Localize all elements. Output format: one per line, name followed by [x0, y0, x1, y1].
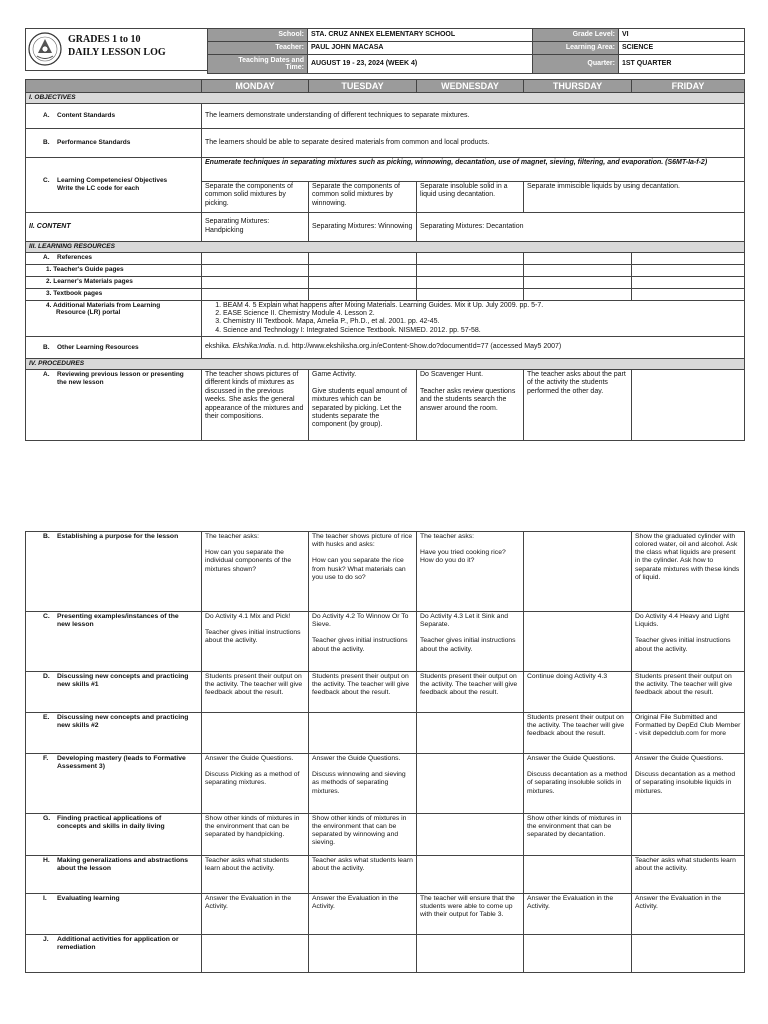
grade-label: Grade Level: [533, 29, 619, 42]
dates-value: AUGUST 19 - 23, 2024 (WEEK 4) [308, 55, 533, 74]
proc-f-letter: F. [43, 755, 49, 762]
references-label-text: References [57, 253, 93, 261]
proc-e-label-line-2: new skills #2 [57, 722, 99, 730]
other-resources-suffix: . n.d. http://www.ekshiksha.org.in/eContent-Show.do?documentId=77 (accessed May5 2007) [274, 343, 562, 351]
proc-f-tuesday-line-2: Discuss winnowing and sieving as methods of separating mixtures. [312, 771, 406, 795]
proc-e-friday: Original File Submitted and Formatted by DepEd Club Member - visit depedclub.com for more [632, 713, 745, 754]
proc-i-monday: Answer the Evaluation in the Activity. [202, 894, 309, 935]
content-standards-letter: A. [43, 111, 50, 119]
corner-cell [26, 80, 202, 93]
lc-letter: C. [43, 177, 50, 184]
proc-g-label-line-1: Finding practical applications of [57, 815, 162, 822]
proc-b-wednesday-line-1: The teacher asks: [420, 533, 475, 540]
proc-c-wednesday-line-1: Do Activity 4.3 Let it Sink and Separate. [420, 613, 509, 629]
quarter-label: Quarter: [533, 55, 619, 74]
school-value: STA. CRUZ ANNEX ELEMENTARY SCHOOL [308, 29, 533, 42]
proc-f-thursday-line-2: Discuss decantation as a method of separating insoluble solids in mixtures. [527, 771, 628, 795]
proc-d-thursday: Continue doing Activity 4.3 [524, 672, 632, 713]
teacher-label: Teacher: [208, 42, 308, 55]
section-learning-resources: III. LEARNING RESOURCES [26, 241, 745, 252]
proc-b-tuesday-line-2: How can you separate the rice from husk? What materials can you use to do so? [312, 557, 406, 581]
proc-e-label [26, 713, 202, 754]
proc-b-friday: Show the graduated cylinder with colored water, oil and alcohol. Ask the class what liquids are present in the cylinder. Ask how to separate mixtures with these kinds of liquid. [632, 532, 745, 612]
additional-materials-label [26, 300, 202, 337]
proc-b-monday-line-1: The teacher asks: [205, 533, 260, 540]
proc-d-monday: Students present their output on the activity. The teacher will give feedback about the result. [202, 672, 309, 713]
proc-g-label-line-2: concepts and skills in daily living [57, 823, 165, 831]
proc-c-label-line-1: Presenting examples/instances of the [57, 613, 179, 620]
day-wednesday: WEDNESDAY [417, 80, 524, 93]
references-letter: A. [43, 253, 50, 261]
proc-j-wednesday [417, 935, 524, 973]
proc-a-label [26, 369, 202, 440]
proc-c-friday-line-2: Teacher gives initial instructions about the activity. [635, 637, 731, 653]
textbook-label: 3. Textbook pages [26, 288, 202, 300]
proc-b-wednesday [417, 532, 524, 612]
other-resources-value [202, 337, 745, 359]
content-standards-label-text: Content Standards [57, 111, 116, 119]
list-item: 2. EASE Science II. Chemistry Module 4. Lesson 2. [223, 310, 741, 318]
lc-thursday: Separate immiscible liquids by using decantation. [524, 181, 745, 212]
lc-tuesday: Separate the components of common solid mixtures by winnowing. [309, 181, 417, 212]
other-resources-prefix: ekshika. [205, 343, 233, 351]
performance-standards-label-text: Performance Standards [57, 138, 131, 146]
proc-e-letter: E. [43, 714, 50, 721]
performance-standards-value: The learners should be able to separate desired materials from common and local products. [202, 128, 745, 157]
proc-f-friday-line-1: Answer the Guide Questions. [635, 755, 724, 762]
section-objectives: I. OBJECTIVES [26, 93, 745, 104]
proc-d-label [26, 672, 202, 713]
proc-a-wednesday [417, 369, 524, 440]
proc-f-friday-line-2: Discuss decantation as a method of separating insoluble liquids in mixtures. [635, 771, 736, 795]
school-label: School: [208, 29, 308, 42]
proc-c-monday [202, 612, 309, 672]
proc-a-label-line-1: Reviewing previous lesson or presenting [57, 370, 184, 378]
proc-j-letter: J. [43, 936, 49, 943]
proc-e-wednesday [417, 713, 524, 754]
content-wednesday: Separating Mixtures: Decantation [417, 212, 745, 241]
proc-g-friday [632, 814, 745, 856]
proc-d-wednesday: Students present their output on the activity. The teacher will give feedback about the result. [417, 672, 524, 713]
proc-c-label [26, 612, 202, 672]
proc-e-label-line-1: Discussing new concepts and practicing [57, 714, 189, 721]
proc-b-label-text: Establishing a purpose for the lesson [57, 533, 179, 540]
proc-c-tuesday-line-2: Teacher gives initial instructions about the activity. [312, 637, 408, 653]
list-item: 3. Chemistry III Textbook. Mapa, Amelia P., Ph.D., et al. 2001. pp. 42-45. [223, 318, 741, 326]
proc-i-letter: I. [43, 895, 47, 902]
proc-c-wednesday-line-2: Teacher gives initial instructions about the activity. [420, 637, 516, 653]
lc-label-line-2: Write the LC code for each [57, 184, 140, 192]
proc-b-monday [202, 532, 309, 612]
proc-h-wednesday [417, 856, 524, 894]
lc-monday: Separate the components of common solid mixtures by picking. [202, 181, 309, 212]
proc-e-monday [202, 713, 309, 754]
proc-e-thursday: Students present their output on the activity. The teacher will give feedback about the result. [524, 713, 632, 754]
proc-j-label-line-1: Additional activities for application or [57, 936, 179, 943]
proc-f-label-line-1: Developing mastery (leads to Formative [57, 755, 186, 762]
proc-h-friday: Teacher asks what students learn about the activity. [632, 856, 745, 894]
proc-c-thursday [524, 612, 632, 672]
proc-i-wednesday: The teacher will ensure that the students were able to come up with their output for Table 3. [417, 894, 524, 935]
header-info-table [207, 28, 745, 74]
proc-f-tuesday-line-1: Answer the Guide Questions. [312, 755, 401, 762]
proc-c-tuesday-line-1: Do Activity 4.2 To Winnow Or To Sieve. [312, 613, 409, 629]
dates-label [208, 55, 308, 74]
proc-g-wednesday [417, 814, 524, 856]
proc-h-label [26, 856, 202, 894]
proc-h-tuesday: Teacher asks what students learn about the activity. [309, 856, 417, 894]
proc-j-thursday [524, 935, 632, 973]
proc-c-friday [632, 612, 745, 672]
proc-h-label-line-1: Making generalizations and abstractions [57, 857, 189, 864]
lesson-log-table-2 [25, 531, 745, 973]
proc-e-tuesday [309, 713, 417, 754]
proc-a-label-line-2: the new lesson [57, 378, 104, 386]
proc-h-letter: H. [43, 857, 50, 864]
proc-b-label [26, 532, 202, 612]
proc-f-label-line-2: Assessment 3) [57, 763, 105, 771]
proc-g-tuesday: Show other kinds of mixtures in the environment that can be separated by winnowing and sieving. [309, 814, 417, 856]
proc-c-wednesday [417, 612, 524, 672]
proc-b-letter: B. [43, 533, 50, 540]
quarter-value: 1ST QUARTER [619, 55, 745, 74]
proc-c-monday-line-2: Teacher gives initial instructions about the activity. [205, 629, 301, 645]
proc-d-label-line-2: new skills #1 [57, 681, 99, 689]
proc-f-tuesday [309, 754, 417, 814]
proc-b-monday-line-2: How can you separate the individual components of the mixtures shown? [205, 549, 292, 573]
proc-f-monday [202, 754, 309, 814]
area-label: Learning Area: [533, 42, 619, 55]
proc-c-label-line-2: new lesson [57, 621, 94, 629]
proc-a-tuesday-line-1: Game Activity. [312, 370, 357, 378]
proc-i-thursday: Answer the Evaluation in the Activity. [524, 894, 632, 935]
proc-d-friday: Students present their output on the activity. The teacher will give feedback about the result. [632, 672, 745, 713]
other-resources-label-text: Other Learning Resources [57, 343, 139, 351]
teachers-guide-label: 1. Teacher's Guide pages [26, 264, 202, 276]
day-monday: MONDAY [202, 80, 309, 93]
content-monday: Separating Mixtures: Handpicking [202, 212, 309, 241]
proc-j-label-line-2: remediation [57, 944, 96, 952]
proc-j-label [26, 935, 202, 973]
lc-label-line-1: Learning Competencies/ Objectives [57, 177, 168, 184]
proc-g-label [26, 814, 202, 856]
performance-standards-label [26, 128, 202, 157]
lc-main: Enumerate techniques in separating mixtures such as picking, winnowing, decantation, use of magnet, sieving, filtering, and evaporation. (S6MT-Ia-f-2) [202, 157, 745, 181]
day-tuesday: TUESDAY [309, 80, 417, 93]
proc-i-label [26, 894, 202, 935]
proc-a-letter: A. [43, 370, 50, 378]
proc-a-monday: The teacher shows pictures of different kinds of mixtures as discussed in the previous weeks. She asks the general appearance of the mixtures and their compositions. [202, 369, 309, 440]
proc-d-tuesday: Students present their output on the activity. The teacher will give feedback about the result. [309, 672, 417, 713]
learners-materials-label: 2. Learner's Materials pages [26, 276, 202, 288]
proc-f-friday [632, 754, 745, 814]
proc-a-tuesday-line-2: Give students equal amount of mixtures which can be separated by picking. Let the students separate the component (by group). [312, 387, 407, 429]
proc-h-monday: Teacher asks what students learn about the activity. [202, 856, 309, 894]
proc-d-label-line-1: Discussing new concepts and practicing [57, 673, 189, 680]
proc-b-wednesday-line-2: Have you tried cooking rice? How do you do it? [420, 549, 506, 565]
proc-f-thursday-line-1: Answer the Guide Questions. [527, 755, 616, 762]
day-thursday: THURSDAY [524, 80, 632, 93]
additional-materials-line-2: Resource (LR) portal [56, 309, 121, 317]
dates-label-line-1: Teaching Dates and [238, 56, 304, 64]
day-friday: FRIDAY [632, 80, 745, 93]
list-item: 1. BEAM 4. 5 Explain what happens after Mixing Materials. Learning Guides. Mix it Up. July 2009. pp. 5-7. [223, 302, 741, 310]
section-procedures: IV. PROCEDURES [26, 359, 745, 370]
proc-b-tuesday [309, 532, 417, 612]
other-resources-label [26, 337, 202, 359]
proc-i-friday: Answer the Evaluation in the Activity. [632, 894, 745, 935]
performance-standards-letter: B. [43, 138, 50, 146]
area-value: SCIENCE [619, 42, 745, 55]
proc-a-wednesday-line-1: Do Scavenger Hunt. [420, 370, 484, 378]
dates-label-line-2: Time: [285, 64, 304, 71]
proc-g-letter: G. [43, 815, 51, 822]
list-item: 4. Science and Technology I: Integrated Science Textbook. NISMED. 2012. pp. 57-58. [223, 327, 741, 335]
lesson-log-table-1 [25, 79, 745, 441]
lc-wednesday: Separate insoluble solid in a liquid using decantation. [417, 181, 524, 212]
learning-competencies-label [26, 157, 202, 212]
proc-h-thursday [524, 856, 632, 894]
proc-a-wednesday-line-2: Teacher asks review questions and the students search the answer around the room. [420, 387, 516, 412]
proc-j-monday [202, 935, 309, 973]
teacher-value: PAUL JOHN MACASA [308, 42, 533, 55]
title-box [25, 28, 209, 71]
proc-g-thursday: Show other kinds of mixtures in the environment that can be separated by decantation. [524, 814, 632, 856]
proc-h-label-line-2: about the lesson [57, 865, 112, 873]
proc-b-tuesday-line-1: The teacher shows picture of rice with husks and asks: [312, 533, 413, 549]
title-line-2: DAILY LESSON LOG [68, 46, 166, 58]
proc-f-thursday [524, 754, 632, 814]
proc-i-tuesday: Answer the Evaluation in the Activity. [309, 894, 417, 935]
proc-g-monday: Show other kinds of mixtures in the environment that can be separated by handpicking. [202, 814, 309, 856]
content-standards-value: The learners demonstrate understanding of different techniques to separate mixtures. [202, 103, 745, 128]
other-resources-italic: Ekshika:India [232, 343, 275, 351]
proc-f-wednesday [417, 754, 524, 814]
proc-c-friday-line-1: Do Activity 4.4 Heavy and Light Liquids. [635, 613, 730, 629]
proc-i-label-text: Evaluating learning [57, 895, 120, 902]
proc-j-tuesday [309, 935, 417, 973]
proc-a-tuesday [309, 369, 417, 440]
additional-materials-line-1: 4. Additional Materials from Learning [46, 301, 161, 309]
proc-a-friday [632, 369, 745, 440]
section-content: II. CONTENT [26, 212, 202, 241]
proc-f-monday-line-1: Answer the Guide Questions. [205, 755, 294, 762]
content-standards-label [26, 103, 202, 128]
title-line-1: GRADES 1 to 10 [68, 34, 141, 45]
proc-c-monday-line-1: Do Activity 4.1 Mix and Pick! [205, 613, 291, 620]
proc-b-thursday [524, 532, 632, 612]
proc-f-monday-line-2: Discuss Picking as a method of separating mixtures. [205, 771, 300, 787]
other-resources-letter: B. [43, 343, 50, 351]
proc-a-thursday: The teacher asks about the part of the activity the students performed the other day. [524, 369, 632, 440]
grade-value: VI [619, 29, 745, 42]
proc-c-tuesday [309, 612, 417, 672]
proc-j-friday [632, 935, 745, 973]
content-tuesday: Separating Mixtures: Winnowing [309, 212, 417, 241]
additional-materials-list [202, 300, 745, 337]
proc-d-letter: D. [43, 673, 50, 680]
references-label [26, 252, 202, 264]
proc-c-letter: C. [43, 613, 50, 620]
proc-f-label [26, 754, 202, 814]
